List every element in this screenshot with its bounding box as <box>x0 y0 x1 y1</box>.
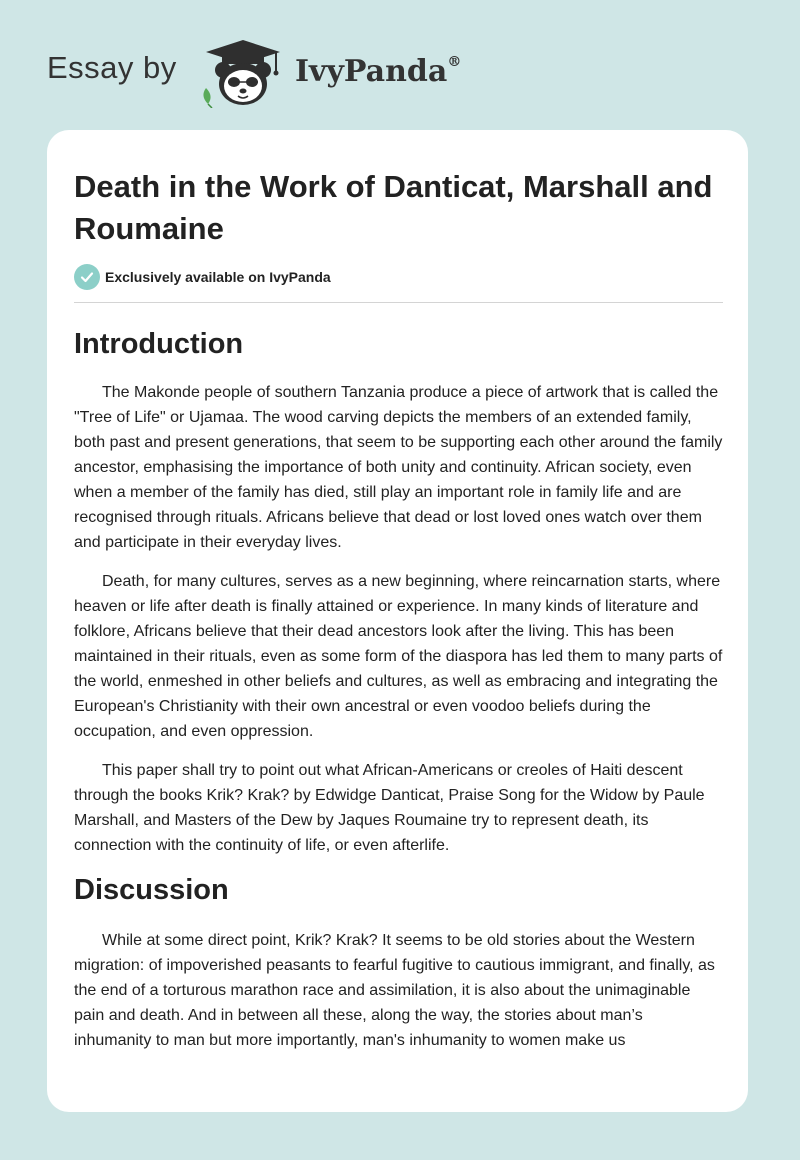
panda-logo-icon[interactable] <box>198 38 288 108</box>
checkmark-icon <box>74 264 100 290</box>
essay-by-label: Essay by <box>47 50 177 85</box>
page-title: Death in the Work of Danticat, Marshall and Roumaine <box>74 169 713 246</box>
brand-logo-text[interactable]: IvyPanda® <box>295 54 462 89</box>
paragraph: While at some direct point, Krik? Krak? It seems to be old stories about the Western migration: of impoverished peasants to fearful fugitive to cautious immigrant, and finally, as the end of a torturous marathon race and assimilation, it is also about the unimaginable pain and death. And in between all these, along the way, the stories about man’s inhumanity to man but more importantly, man's inhumanity to women make us <box>74 932 715 1049</box>
paragraph: Death, for many cultures, serves as a new beginning, where reincarnation starts, where heaven or life after death is finally attained or experience. In many kinds of literature and folklore, Africans believe that their dead ancestors look after the living. This has been maintained in their rituals, even as some form of the diaspora has led them to many parts of the world, enmeshed in other beliefs and cultures, as well as embracing and integrating the European's Christianity with their own ancestral or even voodoo beliefs during the occupation, and even oppression. <box>74 573 723 740</box>
paragraph: The Makonde people of southern Tanzania produce a piece of artwork that is called the "Tree of Life" or Ujamaa. The wood carving depicts the members of an extended family, both past and present generations, that seem to be supporting each other around the family ancestor, emphasising the importance of both unity and continuity. African society, even when a member of the family has died, still play an important role in family life and are recognised through rituals. Africans believe that dead or lost loved ones watch over them and participate in their everyday lives. <box>74 384 723 551</box>
site-header <box>0 0 800 130</box>
paragraph: This paper shall try to point out what African-Americans or creoles of Haiti descent through the books Krik? Krak? by Edwidge Danticat, Praise Song for the Widow by Paule Marshall, and Masters of the Dew by Jaques Roumaine try to represent death, its connection with the continuity of life, or even afterlife. <box>74 762 705 854</box>
badge-text: Exclusively available on IvyPanda <box>105 269 331 285</box>
divider <box>74 302 723 303</box>
article-body <box>74 322 724 1053</box>
section-heading-discussion: Discussion <box>74 874 229 906</box>
section-heading-introduction: Introduction <box>74 328 244 360</box>
exclusive-badge <box>74 264 331 290</box>
article-card <box>47 130 748 1112</box>
